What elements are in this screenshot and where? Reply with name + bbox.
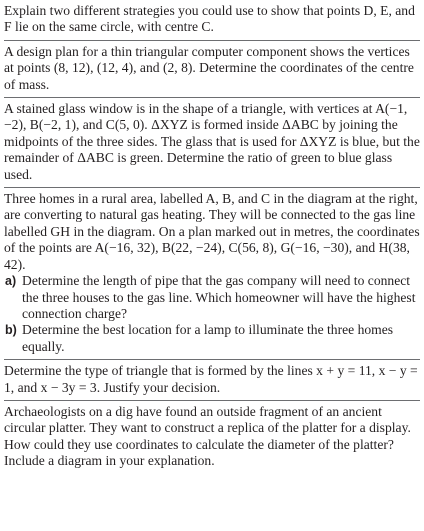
problem-text: A design plan for a thin triangular computer component shows the vertices at points (8, 12), (12, 4), and (2, 8). Determine the coordinates of the centre of mass. [4,43,414,92]
exercise-page [4,3,420,474]
part-text: Determine the length of pipe that the gas company will need to connect the three houses to the gas line. Which homeowner will have the highest connection charge? [22,273,416,321]
problem-text: Determine the type of triangle that is formed by the lines x + y = 11, x − y = 1, and x − 3y = 3. Justify your decision. [4,363,418,395]
problem-text: Explain two different strategies you could use to show that points D, E, and F lie on the same circle, with centre C. [4,3,415,35]
problem-part-b [4,322,420,355]
part-label: b) [5,323,17,338]
problem-5 [4,360,420,401]
part-label: a) [5,274,17,289]
problem-part-a [4,273,420,322]
problem-4 [4,188,420,360]
problem-2 [4,41,420,98]
problem-3 [4,98,420,188]
part-text: Determine the best location for a lamp to illuminate the three homes equally. [22,322,394,354]
problem-text: Archaeologists on a dig have found an outside fragment of an ancient circular platter. They want to construct a replica of the platter for a display. How could they use coordinates to calculate the diameter of the platter? Include a diagram in your explanation. [4,403,411,469]
problem-text: A stained glass window is in the shape of a triangle, with vertices at A(−1, −2), B(−2, 1), and C(5, 0). ΔXYZ is formed inside ΔABC by joining the midpoints of the three sides. The glass that is used for ΔXYZ is blue, but the remainder of ΔABC is green. Determine the ratio of green to blue glass used. [4,101,420,182]
problem-parts [4,273,420,355]
problem-1 [4,3,420,41]
problem-6 [4,401,420,474]
problem-text: Three homes in a rural area, labelled A, B, and C in the diagram at the right, are converting to natural gas heating. They will be connected to the gas line labelled GH in the diagram. On a plan marked out in metres, the coordinates of the points are A(−16, 32), B(22, −24), C(56, 8), G(−16, −30), and H(38, 42). [4,191,420,272]
